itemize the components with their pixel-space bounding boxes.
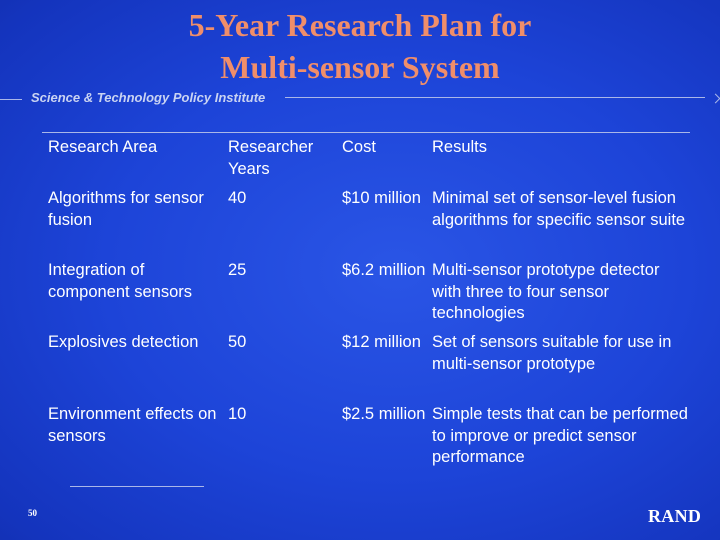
researcher-years-cell: 40 xyxy=(228,189,247,207)
footer-rule xyxy=(70,486,204,487)
results-cell: Set of sensors suitable for use in multi-sensor prototype xyxy=(432,333,672,373)
research-area-cell: Explosives detection xyxy=(48,333,199,351)
cost-cell: $10 million xyxy=(342,189,421,207)
results-cell: Multi-sensor prototype detector with three to four sensor technologies xyxy=(432,261,660,322)
research-area-cell: Algorithms for sensor fusion xyxy=(48,189,204,229)
results-cell: Minimal set of sensor-level fusion algorithms for specific sensor suite xyxy=(432,189,686,229)
table-top-rule xyxy=(42,132,690,133)
header-rule-right xyxy=(285,97,705,98)
researcher-years-cell: 10 xyxy=(228,405,247,423)
cost-cell: $12 million xyxy=(342,333,421,351)
researcher-years-cell: 50 xyxy=(228,333,247,351)
research-area-cell: Environment effects on sensors xyxy=(48,405,217,445)
rule-arrow-icon xyxy=(711,94,720,104)
header-rule-left xyxy=(0,99,22,100)
cost-cell: $6.2 million xyxy=(342,261,426,279)
cost-cell: $2.5 million xyxy=(342,405,426,423)
researcher-years-cell: 25 xyxy=(228,261,247,279)
header-researcher-years: Researcher Years xyxy=(228,138,314,178)
results-cell: Simple tests that can be performed to improve or predict sensor performance xyxy=(432,405,688,466)
title-line-2: Multi-sensor System xyxy=(220,49,500,85)
subtitle: Science & Technology Policy Institute xyxy=(31,90,266,105)
header-results: Results xyxy=(432,138,488,156)
slide-title xyxy=(0,4,720,88)
title-line-1: 5-Year Research Plan for xyxy=(188,7,532,43)
rand-logo: RAND xyxy=(648,506,702,526)
page-number: 50 xyxy=(28,508,37,518)
research-area-cell: Integration of component sensors xyxy=(48,261,192,301)
header-cost: Cost xyxy=(342,138,376,156)
header-research-area: Research Area xyxy=(48,138,158,156)
